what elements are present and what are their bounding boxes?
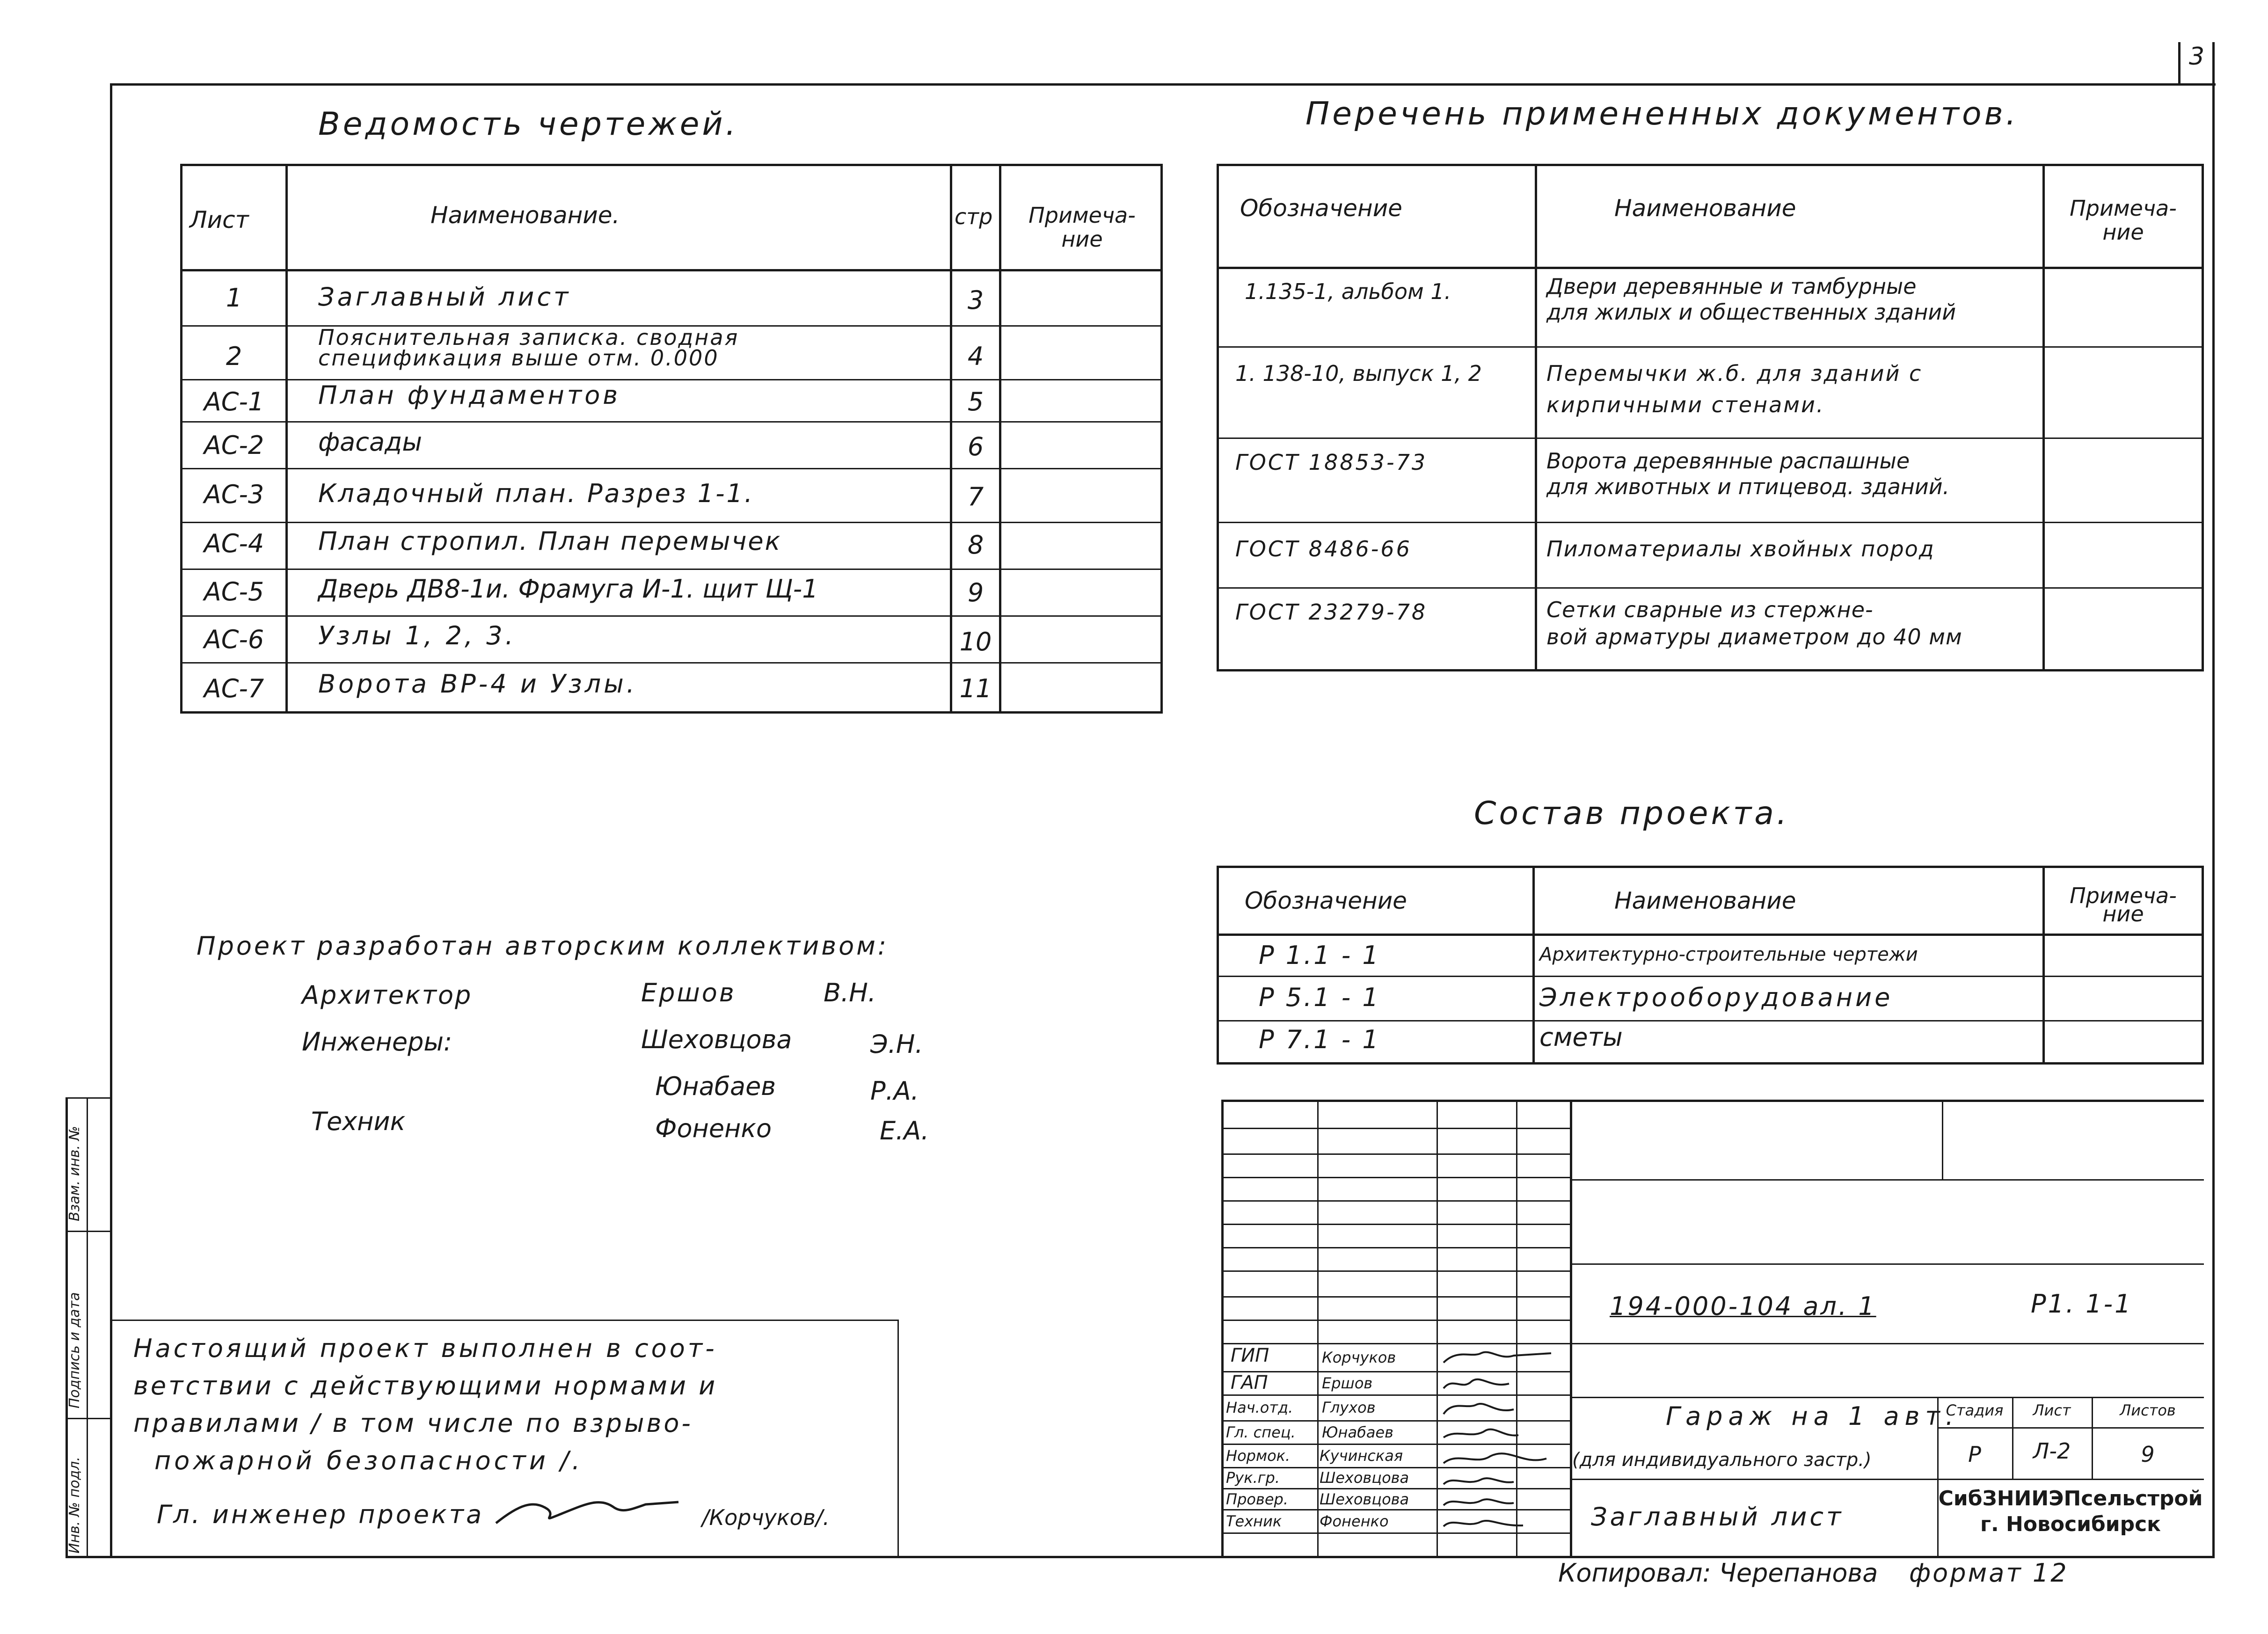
composition-code: Р 7.1 - 1 [1259, 1025, 1380, 1054]
note-line: пожарной безопасности /. [154, 1446, 583, 1475]
documents-list-title: Перечень примененных документов. [1305, 95, 2019, 132]
object-name: Гараж на 1 авт. [1666, 1401, 1959, 1431]
document-name: Ворота деревянные распашные для животных и птицевод. зданий. [1546, 448, 1950, 500]
col-header-note: Примеча- ние [2070, 196, 2177, 245]
side-stamp-field: Инв. № подл. [66, 1457, 83, 1554]
col-header-code: Обозначение [1245, 887, 1407, 914]
document-code: ГОСТ 23279-78 [1235, 599, 1428, 625]
author-initials: В.Н. [824, 978, 876, 1007]
sheet-number: 1 [226, 283, 242, 313]
sheet-number: АС-5 [204, 577, 264, 606]
sheet-page: 7 [967, 482, 984, 511]
sheet-page: 9 [967, 578, 984, 607]
sheet-page: 5 [967, 387, 984, 416]
note-line: Настоящий проект выполнен в соот- [133, 1334, 717, 1363]
page-number-divider [2178, 42, 2180, 84]
drawing-mark: Р1. 1-1 [2031, 1289, 2133, 1319]
author-name: Шеховцова [641, 1025, 792, 1054]
author-initials: Е.А. [880, 1116, 929, 1145]
col-header-name: Наименование [1614, 887, 1796, 914]
signer-name: Юнабаев [1322, 1423, 1393, 1441]
drawings-list-title: Ведомость чертежей. [318, 106, 739, 143]
col-header-code: Обозначение [1240, 195, 1402, 222]
signer-name: Шеховцова [1320, 1490, 1409, 1508]
col-header-page: стр [955, 204, 993, 229]
document-code: ГОСТ 18853-73 [1235, 450, 1428, 475]
sheet-number: АС-4 [204, 529, 264, 558]
author-name: Ершов [641, 978, 736, 1007]
composition-name: сметы [1539, 1022, 1623, 1052]
side-stamp-field: Взам. инв. № [66, 1126, 83, 1221]
signer-role: Нормок. [1226, 1447, 1291, 1465]
page-number: 3 [2189, 43, 2205, 71]
signer-name: Фоненко [1320, 1512, 1389, 1530]
frame-top [110, 83, 2216, 86]
signer-role: Гл. спец. [1226, 1423, 1296, 1441]
object-subtitle: (для индивидуального застр.) [1572, 1449, 1872, 1471]
format-label: формат 12 [1909, 1558, 2069, 1588]
sheet-page: 11 [959, 674, 992, 703]
sheet-name: фасады [318, 427, 423, 457]
col-header-name: Наименование. [430, 202, 620, 229]
copied-by: Копировал: Черепанова [1558, 1558, 1878, 1588]
sheet-number: АС-7 [204, 674, 264, 703]
sheet-number: АС-3 [204, 480, 264, 509]
signer-name: Глухов [1322, 1399, 1376, 1416]
signer-name: Ершов [1322, 1374, 1373, 1392]
sheet-name: План фундаментов [318, 380, 621, 410]
sheet-header: Лист [2033, 1401, 2071, 1419]
side-stamp-field: Подпись и дата [66, 1292, 83, 1408]
document-code: 1.135-1, альбом 1. [1245, 279, 1451, 304]
document-name: Пиломатериалы хвойных пород [1546, 536, 1935, 562]
signer-name: Шеховцова [1320, 1469, 1409, 1487]
composition-code: Р 5.1 - 1 [1259, 983, 1380, 1012]
author-initials: Р.А. [870, 1076, 919, 1106]
sheet-number: АС-6 [204, 625, 264, 654]
document-name: Двери деревянные и тамбурные для жилых и общественных зданий [1546, 274, 1956, 325]
sheet-number: АС-1 [204, 387, 264, 416]
composition-name: Архитектурно-строительные чертежи [1539, 944, 1918, 965]
authors-heading: Проект разработан авторским коллективом: [197, 931, 889, 961]
sheet-page: 6 [967, 432, 984, 461]
sheet-name: Заглавный лист [318, 282, 571, 312]
sheet-name: Дверь ДВ8-1и. Фрамуга И-1. щит Щ-1 [318, 574, 818, 604]
document-code: ГОСТ 8486-66 [1235, 536, 1412, 562]
sheets-value: 9 [2141, 1442, 2155, 1467]
drawing-code: 194-000-104 ал. 1 [1610, 1291, 1876, 1321]
document-name: Сетки сварные из стержне- вой арматуры диаметром до 40 мм [1546, 597, 1962, 649]
author-initials: Э.Н. [870, 1029, 923, 1059]
note-line: правилами / в том числе по взрыво- [133, 1408, 693, 1438]
signer-name: Кучинская [1320, 1447, 1403, 1465]
col-header-name: Наименование [1614, 195, 1796, 222]
sheet-page: 8 [967, 530, 984, 560]
frame-bottom [66, 1556, 2215, 1558]
note-line: ветствии с действующими нормами и [133, 1371, 718, 1401]
signer-role: ГАП [1231, 1372, 1268, 1393]
signature-line-label: Гл. инженер проекта [157, 1500, 484, 1529]
author-role: Инженеры: [302, 1027, 452, 1057]
sheet-number: 2 [226, 342, 242, 371]
stage-header: Стадия [1946, 1401, 2004, 1419]
signer-name: Корчуков [1322, 1349, 1396, 1366]
composition-code: Р 1.1 - 1 [1259, 941, 1380, 970]
sheets-header: Листов [2120, 1401, 2176, 1419]
document-code: 1. 138-10, выпуск 1, 2 [1235, 361, 1482, 386]
composition-name: Электрооборудование [1539, 983, 1893, 1012]
author-name: Юнабаев [655, 1072, 776, 1101]
sheet-number: АС-2 [204, 430, 264, 460]
sheet-page: 4 [967, 342, 984, 371]
author-name: Фоненко [655, 1114, 772, 1143]
col-header-note: Примеча- ние [1028, 203, 1136, 252]
signer-role: Нач.отд. [1226, 1399, 1293, 1416]
signer-role: Провер. [1226, 1490, 1288, 1508]
stage-value: Р [1968, 1442, 1981, 1467]
signature-name: /Корчуков/. [702, 1505, 830, 1530]
col-header-sheet: Лист [190, 206, 249, 233]
sheet-page: 3 [967, 285, 984, 315]
composition-title: Состав проекта. [1474, 795, 1790, 832]
author-role: Архитектор [302, 980, 473, 1010]
signer-role: Рук.гр. [1226, 1469, 1280, 1487]
chief-engineer-signature [491, 1490, 688, 1532]
document-name: Перемычки ж.б. для зданий с кирпичными стенами. [1546, 361, 1923, 417]
sheet-name: Ворота ВР-4 и Узлы. [318, 669, 637, 699]
sheet-name: Кладочный план. Разрез 1-1. [318, 479, 755, 508]
sheet-page: 10 [959, 627, 992, 657]
sheet-name: Пояснительная записка. сводная спецификация выше отм. 0.000 [318, 325, 739, 371]
signatures-column [1439, 1344, 1570, 1531]
sheet-title: Заглавный лист [1591, 1502, 1844, 1532]
frame-left [110, 83, 112, 1557]
frame-right [2212, 42, 2215, 1558]
signer-role: Техник [1226, 1512, 1282, 1530]
sheet-value: Л-2 [2033, 1438, 2071, 1464]
organization: СибЗНИИЭПсельстрой г. Новосибирск [1938, 1487, 2203, 1536]
col-header-note: Примеча- ние [2070, 883, 2177, 927]
author-role: Техник [311, 1107, 406, 1136]
sheet-name: Узлы 1, 2, 3. [318, 621, 516, 650]
signer-role: ГИП [1231, 1345, 1269, 1366]
sheet-name: План стропил. План перемычек [318, 526, 782, 556]
